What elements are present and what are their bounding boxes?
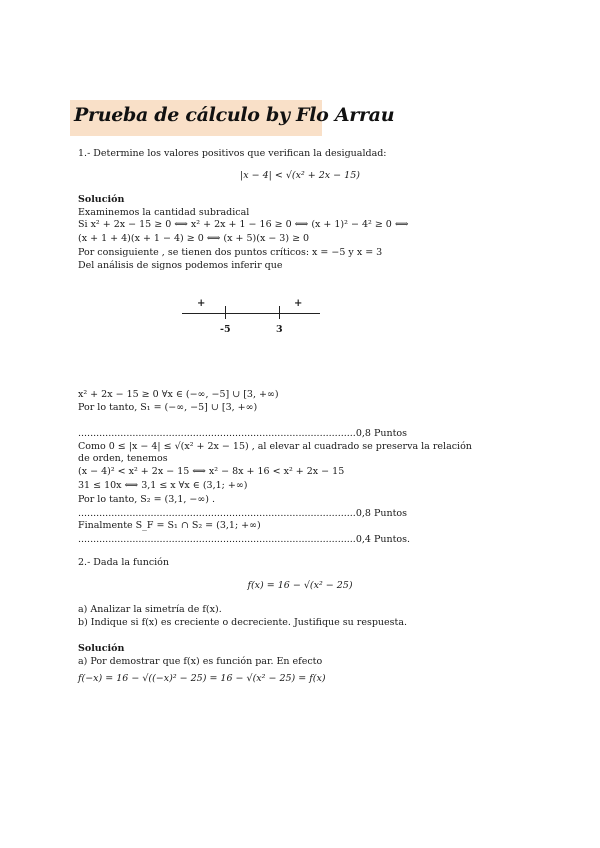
sol2-line: a) Por demostrar que f(x) es función par. En efecto [78,656,323,667]
q2-statement: 2.- Dada la función [78,557,170,568]
q1-formula: |x − 4| < √(x² + 2x − 15) [240,170,360,181]
q2-formula: f(x) = 16 − √(x² − 25) [247,580,353,591]
q2-part-a: a) Analizar la simetría de f(x). [78,604,222,615]
sign-chart-left-sign: + [197,298,206,309]
sign-chart-tick [225,306,226,319]
sol1-heading: Solución [78,194,125,205]
sol1b-line: Como 0 ≤ |x − 4| ≤ √(x² + 2x − 15) , al elevar al cuadrado se preserva la relación [78,441,472,452]
sol1b-line: Finalmente S_F = S₁ ∩ S₂ = (3,1; +∞) [78,520,261,531]
q1-statement: 1.- Determine los valores positivos que verifican la desigualdad: [78,148,387,159]
sol1b-line: 31 ≤ 10x ⟺ 3,1 ≤ x ∀x ∈ (3,1; +∞) [78,480,248,491]
points-line: ............................................................................................0,8 Puntos [78,428,407,439]
sol1b-line: (x − 4)² < x² + 2x − 15 ⟺ x² − 8x + 16 < x² + 2x − 15 [78,466,345,477]
points-line: ............................................................................................0,4 Puntos. [78,534,411,545]
sol1-line: Del análisis de signos podemos inferir que [78,260,283,271]
sol1b-line: x² + 2x − 15 ≥ 0 ∀x ∈ (−∞, −5] ∪ [3, +∞) [78,389,279,400]
sol1-line: Examinemos la cantidad subradical [78,207,250,218]
sign-chart-label: -5 [220,324,231,335]
sol1-line: Por consiguiente , se tienen dos puntos críticos: x = −5 y x = 3 [78,247,383,258]
sign-chart-label: 3 [276,324,283,335]
q2-part-b: b) Indique si f(x) es creciente o decreciente. Justifique su respuesta. [78,617,408,628]
sol2-heading: Solución [78,643,125,654]
sign-chart-right-sign: + [294,298,303,309]
sol1b-line: Por lo tanto, S₂ = (3,1, −∞) . [78,494,216,505]
sol1-line: (x + 1 + 4)(x + 1 − 4) ≥ 0 ⟺ (x + 5)(x − 3) ≥ 0 [78,233,310,244]
sol1-line: Si x² + 2x − 15 ≥ 0 ⟺ x² + 2x + 1 − 16 ≥ 0 ⟺ (x + 1)² − 4² ≥ 0 ⟺ [78,219,409,230]
sol2-line: f(−x) = 16 − √((−x)² − 25) = 16 − √(x² − 25) = f(x) [78,673,326,684]
sol1b-line: Por lo tanto, S₁ = (−∞, −5] ∪ [3, +∞) [78,402,258,413]
points-line: ............................................................................................0,8 Puntos [78,508,407,519]
sign-chart-tick [279,306,280,319]
page-title: Prueba de cálculo by Flo Arrau [74,104,395,126]
sol1b-line: de orden, tenemos [78,453,168,464]
sign-chart-axis [182,313,320,314]
